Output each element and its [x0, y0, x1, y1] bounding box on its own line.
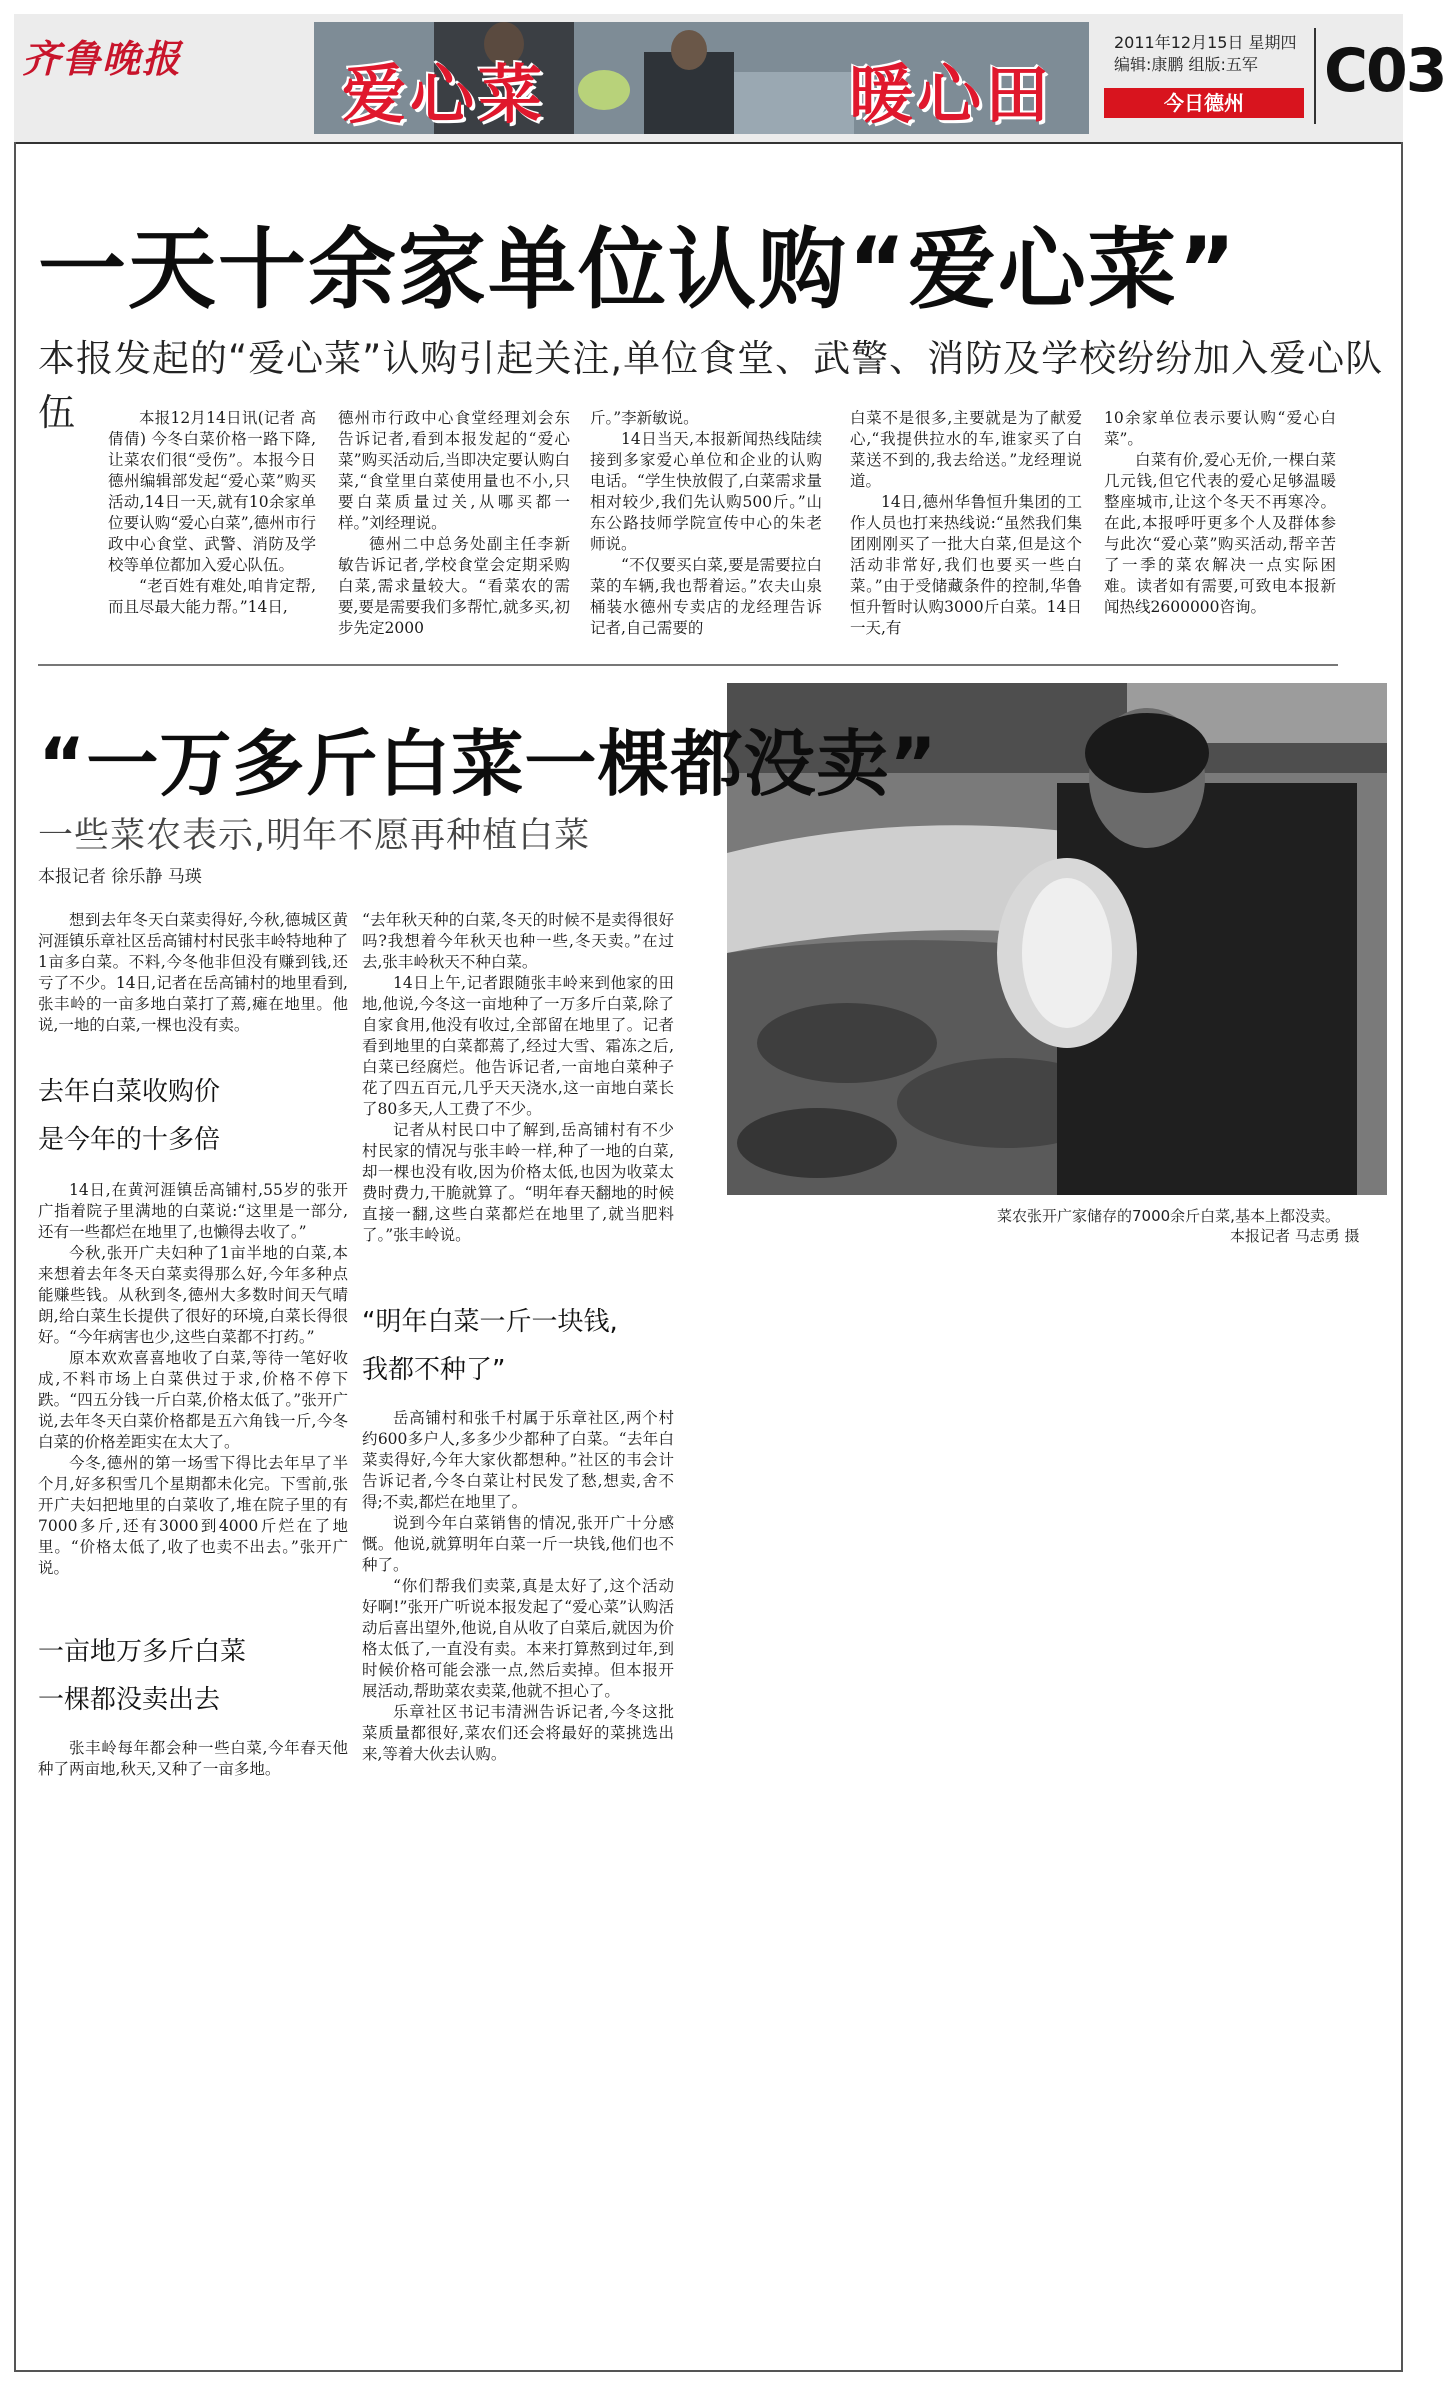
- article1-subhead: 本报发起的“爱心菜”认购引起关注,单位食堂、武警、消防及学校纷纷加入爱心队伍: [38, 337, 1384, 434]
- article2-column-2b: [362, 1408, 674, 1765]
- section-tag: 今日德州: [1104, 88, 1304, 118]
- issue-date: 2011年12月15日 星期四: [1114, 33, 1297, 52]
- frame-line-left: [14, 142, 16, 2372]
- paragraph: 说到今年白菜销售的情况,张开广十分感慨。他说,就算明年白菜一斤一块钱,他们也不种了。: [362, 1514, 674, 1574]
- paragraph: 白菜有价,爱心无价,一棵白菜几元钱,但它代表的爱心足够温暖整座城市,让这个冬天不再寒冷。在此,本报呼吁更多个人及群体参与此次“爱心菜”购买活动,帮辛苦了一季的菜农解决一点实际困难。读者如有需要,可致电本报新闻热线2600000咨询。: [1104, 451, 1336, 616]
- paragraph: 14日上午,记者跟随张丰岭来到他家的田地,他说,今冬这一亩地种了一万多斤白菜,除了自家食用,他没有收过,全部留在地里了。记者看到地里的白菜都蔫了,经过大雪、霜冻之后,白菜已经腐烂。他告诉记者,一亩地白菜种子花了四五百元,几乎天天浇水,这一亩地白菜长了80多天,人工费了不少。: [362, 974, 674, 1118]
- subtitle-2: [38, 1628, 246, 1724]
- frame-line-bottom: [14, 2370, 1403, 2372]
- paragraph: 记者从村民口中了解到,岳高铺村有不少村民家的情况与张丰岭一样,种了一地的白菜,却一棵也没有收,因为价格太低,也因为收菜太费时费力,干脆就算了。“明年春天翻地的时候直接一翻,这些白菜都烂在地里了,就当肥料了。”张丰岭说。: [362, 1121, 674, 1244]
- paragraph: 张丰岭每年都会种一些白菜,今年春天他种了两亩地,秋天,又种了一亩多地。: [38, 1739, 348, 1778]
- paragraph: “不仅要买白菜,要是需要拉白菜的车辆,我也帮着运。”农夫山泉桶装水德州专卖店的龙经理告诉记者,自己需要的: [590, 556, 822, 637]
- editor-credits: 编辑:康鹏 组版:五军: [1114, 55, 1258, 74]
- subtitle-line: 一棵都没卖出去: [38, 1685, 221, 1715]
- paragraph: “去年秋天种的白菜,冬天的时候不是卖得很好吗?我想着今年秋天也种一些,冬天卖。”在过去,张丰岭秋天不种白菜。: [362, 911, 674, 971]
- paragraph: 德州市行政中心食堂经理刘会东告诉记者,看到本报发起的“爱心菜”购买活动后,当即决定要认购白菜,“食堂里白菜使用量也不小,只要白菜质量过关,从哪买都一样。”刘经理说。: [338, 409, 570, 532]
- banner-title-left: 爱心菜: [342, 59, 546, 133]
- paragraph: 本报12月14日讯(记者 高倩倩) 今冬白菜价格一路下降,让菜农们很“受伤”。本报今日德州编辑部发起“爱心菜”购买活动,14日一天,就有10余家单位要认购“爱心白菜”,德州市行政中心食堂、武警、消防及学校等单位都加入爱心队伍。: [108, 409, 316, 574]
- paragraph: 14日当天,本报新闻热线陆续接到多家爱心单位和企业的认购电话。“学生快放假了,白菜需求量相对较少,我们先认购500斤。”山东公路技师学院宣传中心的朱老师说。: [590, 430, 822, 553]
- subtitle-3: [362, 1298, 618, 1394]
- paragraph: 斤。”李新敏说。: [590, 409, 699, 427]
- paragraph: 德州二中总务处副主任李新敏告诉记者,学校食堂会定期采购白菜,需求量较大。“看菜农的需要,要是需要我们多帮忙,就多买,初步先定2000: [338, 535, 570, 637]
- photo-caption: 菜农张开广家储存的7000余斤白菜,基本上都没卖。: [997, 1207, 1340, 1225]
- paragraph: 岳高铺村和张千村属于乐章社区,两个村约600多户人,多多少少都种了白菜。“去年白菜卖得好,今年大家伙都想种。”社区的韦会计告诉记者,今冬白菜让村民发了愁,想卖,舍不得;不卖,都烂在地里了。: [362, 1409, 674, 1511]
- article1-column-5: [1104, 408, 1336, 618]
- frame-line-right: [1401, 142, 1403, 2372]
- header-divider: [1314, 28, 1316, 124]
- subtitle-line: 去年白菜收购价: [38, 1077, 221, 1107]
- paragraph: 想到去年冬天白菜卖得好,今秋,德城区黄河涯镇乐章社区岳高铺村村民张丰岭特地种了1亩多白菜。不料,今冬他非但没有赚到钱,还亏了不少。14日,记者在岳高铺村的地里看到,张丰岭的一亩多地白菜打了蔫,瘫在地里。他说,一地的白菜,一棵也没有卖。: [38, 911, 349, 1034]
- paragraph: “老百姓有难处,咱肯定帮,而且尽最大能力帮。”14日,: [108, 577, 316, 616]
- subtitle-line: “明年白菜一斤一块钱,: [362, 1307, 618, 1337]
- page-header: [14, 14, 1446, 144]
- article1-column-1: [108, 408, 316, 618]
- article2-subhead: 一些菜农表示,明年不愿再种植白菜: [38, 816, 591, 856]
- article2-byline: 本报记者 徐乐静 马瑛: [38, 867, 202, 887]
- paragraph: 白菜不是很多,主要就是为了献爱心,“我提供拉水的车,谁家买了白菜送不到的,我去给送。”龙经理说道。: [850, 409, 1082, 490]
- article2-column-1b: [38, 1180, 348, 1579]
- article2-column-1c: [38, 1738, 348, 1780]
- subtitle-line: 一亩地万多斤白菜: [38, 1637, 247, 1667]
- paragraph: “你们帮我们卖菜,真是太好了,这个活动好啊!”张开广听说本报发起了“爱心菜”认购活动后喜出望外,他说,自从收了白菜后,就因为价格太低了,一直没有卖。本来打算熬到过年,到时候价格可能会涨一点,然后卖掉。但本报开展活动,帮助菜农卖菜,他就不担心了。: [362, 1577, 674, 1700]
- paragraph: 14日,在黄河涯镇岳高铺村,55岁的张开广指着院子里满地的白菜说:“这里是一部分,还有一些都烂在地里了,也懒得去收了。”: [38, 1181, 348, 1241]
- subtitle-line: 是今年的十多倍: [38, 1125, 221, 1155]
- paragraph: 乐章社区书记韦清洲告诉记者,今冬这批菜质量都很好,菜农们还会将最好的菜挑选出来,等着大伙去认购。: [362, 1703, 674, 1763]
- paragraph: 今秋,张开广夫妇种了1亩半地的白菜,本来想着去年冬天白菜卖得那么好,今年多种点能赚些钱。从秋到冬,德州大多数时间天气晴朗,给白菜生长提供了很好的环境,白菜长得很好。“今年病害也少,这些白菜都不打药。”: [38, 1244, 348, 1346]
- article2-column-2a: [362, 910, 674, 1246]
- paragraph: 今冬,德州的第一场雪下得比去年早了半个月,好多积雪几个星期都未化完。下雪前,张开广夫妇把地里的白菜收了,堆在院子里的有7000多斤,还有3000到4000斤烂在了地里。“价格太低了,收了也卖不出去。”张开广说。: [38, 1454, 348, 1577]
- column-banner: [314, 22, 1089, 134]
- photo-credit: 本报记者 马志勇 摄: [1230, 1227, 1360, 1245]
- paragraph: 原本欢欢喜喜地收了白菜,等待一笔好收成,不料市场上白菜供过于求,价格不停下跌。“四五分钱一斤白菜,价格太低了。”张开广说,去年冬天白菜价格都是五六角钱一斤,今冬白菜的价格差距实在太大了。: [38, 1349, 348, 1451]
- subtitle-line: 我都不种了”: [362, 1355, 506, 1385]
- article1-column-2: [338, 408, 570, 639]
- banner-title-right: 暖心田: [849, 59, 1053, 133]
- paragraph: 14日,德州华鲁恒升集团的工作人员也打来热线说:“虽然我们集团刚刚买了一批大白菜,但是这个活动非常好,我们也要买一些白菜。”由于受储藏条件的控制,华鲁恒升暂时认购3000斤白菜。14日一天,有: [850, 493, 1082, 637]
- article1-headline: 一天十余家单位认购“爱心菜”: [38, 218, 1238, 321]
- page-number: C03: [1324, 36, 1446, 106]
- subtitle-1: [38, 1068, 220, 1164]
- section-rule: [38, 664, 1338, 666]
- article1-column-4: [850, 408, 1082, 639]
- article2-headline: “一万多斤白菜一棵都没卖”: [38, 722, 938, 806]
- newspaper-logo: 齐鲁晚报: [22, 36, 183, 81]
- paragraph: 10余家单位表示要认购“爱心白菜”。: [1104, 409, 1336, 448]
- article1-column-3: [590, 408, 822, 639]
- article2-column-1a: [38, 910, 348, 1036]
